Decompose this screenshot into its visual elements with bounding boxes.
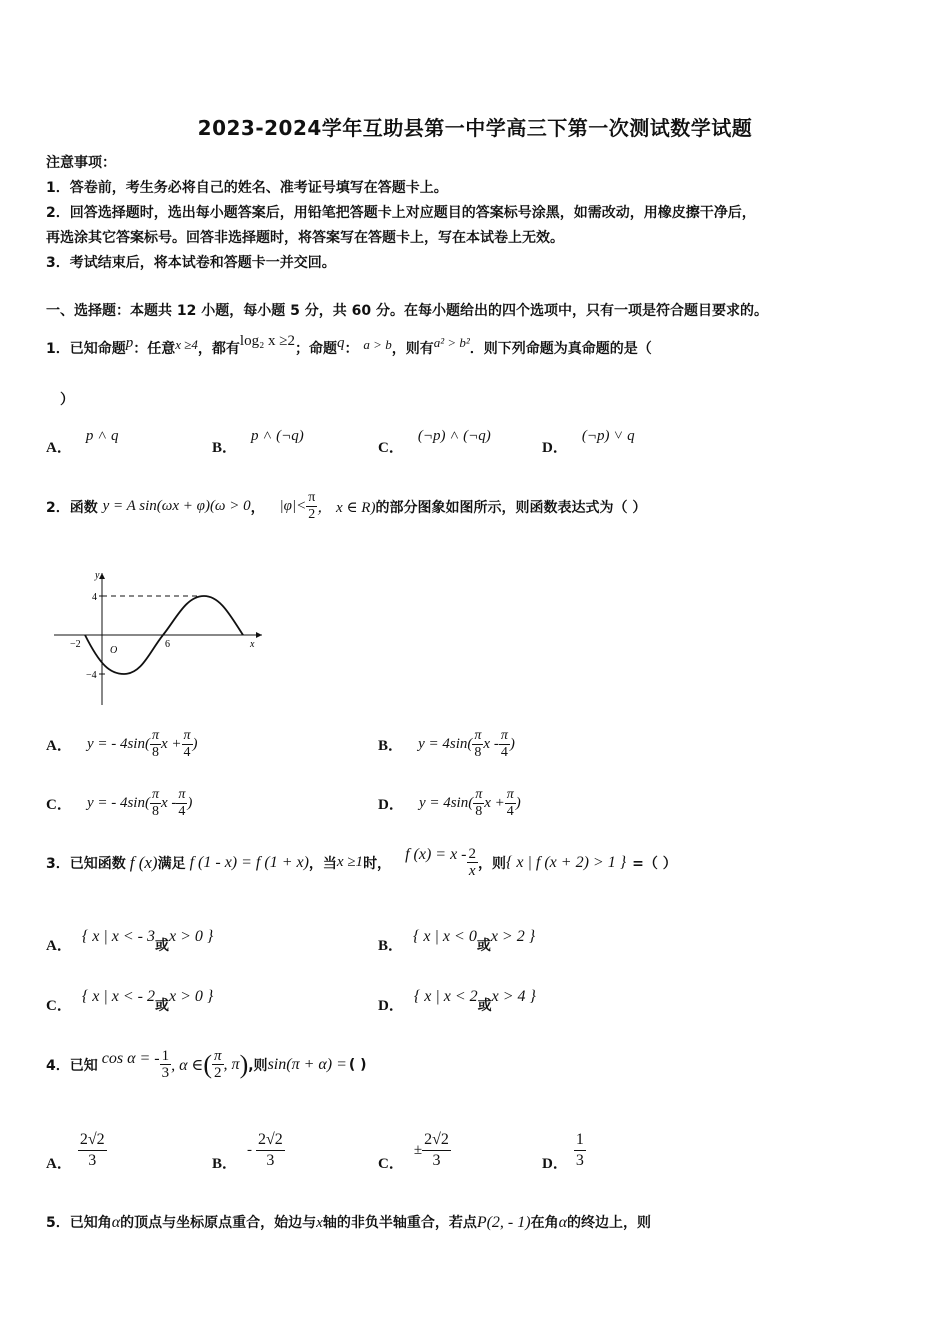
q2-option-d[interactable]: D． y = 4sin( $\frac{\pi}{8}$ x + $\frac{\pi}{4}$ ) [378,787,521,819]
q3-symmetry: f (1 - x) = f (1 + x) [189,853,309,871]
q4-cos: cos α = - [101,1049,160,1067]
q1-text: 1．已知命题 [46,341,126,357]
q2-phi-bound: |φ|< [279,498,307,514]
q3-definition: f (x) = x - [405,845,467,863]
x-pos-label: 6 [165,639,170,650]
q3-option-a[interactable]: A．{ x | x < - 3或x > 0 } [46,927,214,954]
q1-text: ，则有 [391,341,434,357]
section-heading: 一、选择题：本题共 12 小题，每小题 5 分，共 60 分。在每小题给出的四个选项中，只有一项是符合题目要求的。 [46,303,768,319]
notice-item: 再选涂其它答案标号。回答非选择题时，将答案写在答题卡上，写在本试卷上无效。 [46,230,564,246]
q3-set: { x | f (x + 2) > 1 } [506,853,627,871]
origin-label: O [110,645,118,656]
q2-option-b[interactable]: B． y = 4sin( $\frac{\pi}{8}$ x - $\frac{\pi}{4}$ ) [378,728,515,760]
q1-option-b[interactable]: B．p ˄ (¬q) [212,428,304,456]
q1-text: ：任意 [133,341,176,357]
question-1 [46,333,652,358]
q1-text: ，都有 [197,341,240,357]
y-max-label: 4 [92,592,97,603]
q2-graph [50,565,270,715]
q1-q: q [337,335,345,351]
question-5: 5．已知角α的顶点与坐标原点重合，始边与x轴的非负半轴重合，若点P(2, - 1)在角α的终边上，则 [46,1214,651,1231]
question-2: 2．函数 y = A sin(ωx + φ)(ω > 0， |φ|< $\frac{\pi}{2}$ ， x ∈ R)的部分图象如图所示，则函数表达式为（ ） [46,490,647,522]
q1-option-a[interactable]: A．p ˄ q [46,428,119,456]
q2-option-c[interactable]: C． y = - 4sin( $\frac{\pi}{8}$ x - $\frac{\pi}{4}$ ) [46,787,193,819]
y-axis-label: y [95,570,100,581]
q1-square: a² > b² [433,335,470,350]
q3-option-c[interactable]: C．{ x | x < - 2或x > 0 } [46,987,214,1014]
q4-option-b[interactable]: B．- $\frac{2√2}{3}$ [212,1131,283,1172]
q1-p: p [125,335,134,351]
q1-cond: x ≥4 [175,337,198,352]
notice-item: 2．回答选择题时，选出每小题答案后，用铅笔把答题卡上对应题目的答案标号涂黑，如需改动，用橡皮擦干净后， [46,205,756,221]
x-axis-label: x [250,639,255,650]
q4-option-c[interactable]: C．± $\frac{2√2}{3}$ [378,1131,449,1172]
q3-option-d[interactable]: D．{ x | x < 2或x > 4 } [378,987,536,1014]
q2-function: y = A sin(ωx + φ)(ω > 0 [102,498,251,514]
page-title: 2023-2024学年互助县第一中学高三下第一次测试数学试题 [197,116,753,140]
question-3: 3．已知函数 f (x)满足 f (1 - x) = f (1 + x)，当x ≥1时，f (x) = x - $\frac{2}{x}$ ，则{ x | f (x + 2) > 1 } =（ ） [46,845,677,879]
notice-heading: 注意事项： [46,155,116,171]
q1-cond2: a > b [363,337,392,352]
q4-option-a[interactable]: A． $\frac{2√2}{3}$ [46,1131,105,1172]
notice-item: 3．考试结束后，将本试卷和答题卡一并交回。 [46,255,336,271]
q4-sin: sin(π + α) = [267,1055,347,1073]
q1-text: ： [344,341,359,357]
q4-option-d[interactable]: D． $\frac{1}{3}$ [542,1131,584,1172]
q2-option-a[interactable]: A． y = - 4sin( $\frac{\pi}{8}$ x + $\frac{\pi}{4}$ ) [46,728,198,760]
q1-close: ） [60,392,74,408]
q1-option-c[interactable]: C．(¬p) ˄ (¬q) [378,428,491,456]
q3-option-b[interactable]: B．{ x | x < 0或x > 2 } [378,927,536,954]
q5-point: P(2, - 1) [476,1214,531,1231]
q1-option-d[interactable]: D．(¬p) ˅ q [542,428,635,456]
q1-text: ；命题 [295,341,338,357]
q1-log: log₂ x ≥2 [239,333,296,349]
q1-text: ．则下列命题为真命题的是（ [469,341,652,357]
x-neg-label: −2 [70,639,81,650]
y-min-label: −4 [86,670,97,681]
notice-item: 1．答卷前，考生务必将自己的姓名、准考证号填写在答题卡上。 [46,180,448,196]
question-4: 4．已知 cos α = - $\frac{1}{3}$ , α ∈( $\frac{\pi}{2}$ , π),则sin(π + α) = ( ) [46,1048,367,1081]
